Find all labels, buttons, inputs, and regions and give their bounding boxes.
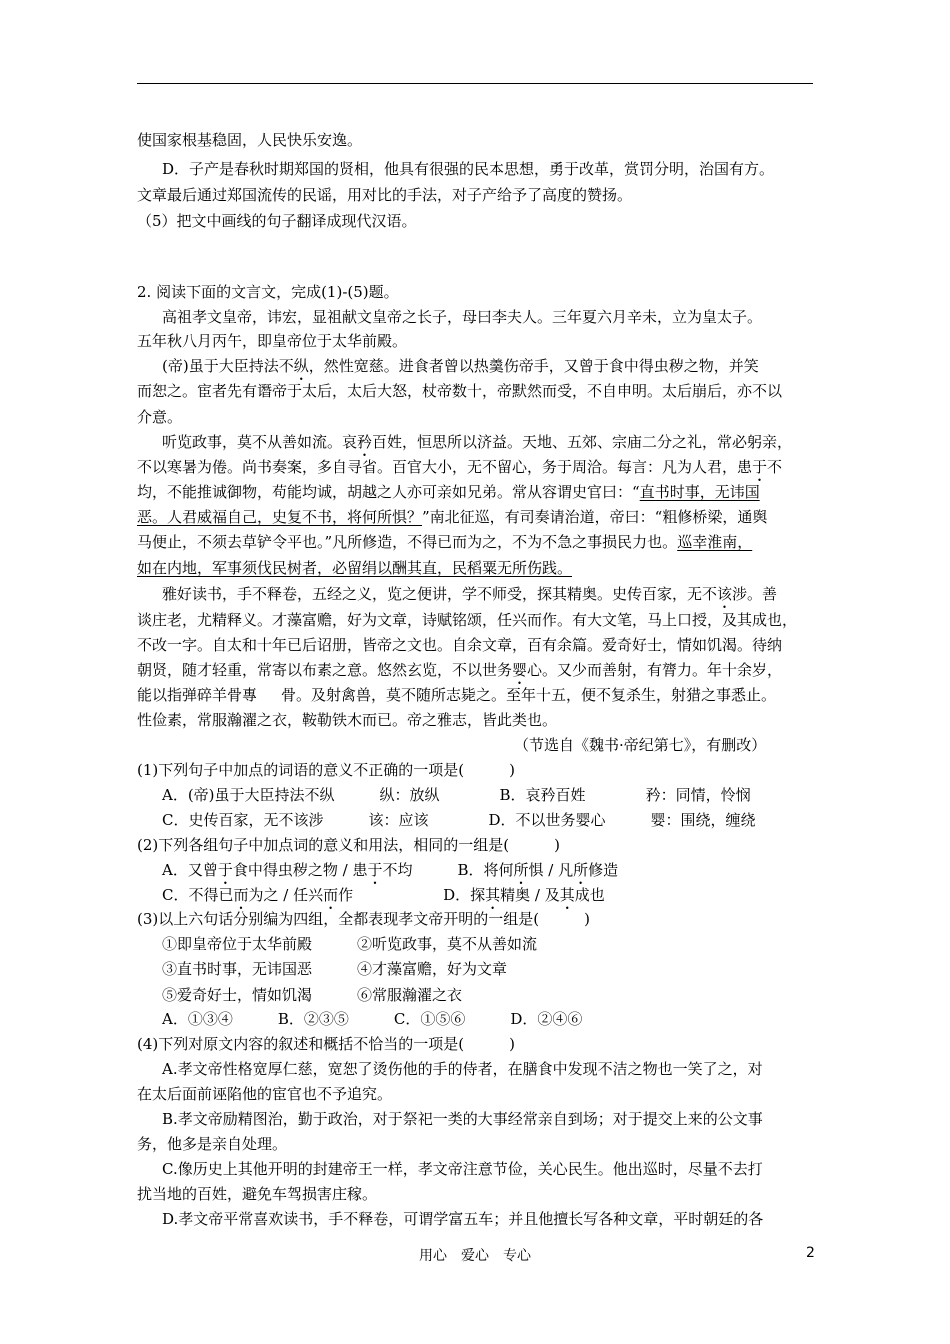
text-segment: 修造	[588, 861, 619, 879]
text-segment: (1)下列句子中加点的词语的意义不正确的一项是( )	[137, 761, 515, 779]
text-line	[162, 355, 759, 377]
text-segment: C．史传百家，无不该涉 该：应该 D．不以世务婴心 婴：围绕，缠绕	[162, 811, 756, 829]
text-segment: 文章最后通过郑国流传的民谣，用对比的手法，对子产给予了高度的赞扬。	[137, 186, 633, 204]
text-segment: 五年秋八月丙午，即皇帝位于太华前殿。	[137, 332, 408, 350]
text-segment: ，然性宽慈。进食者曾以热羹伤帝手，又曾于食中得虫秽之物，并笑	[308, 357, 759, 375]
dotted-word: 于	[367, 861, 383, 879]
text-segment: 扰当地的百姓，避免车驾损害庄稼。	[137, 1185, 378, 1203]
text-segment: 精奥 / 及	[500, 886, 560, 904]
text-segment: 谈庄老，尤精释义。才藻富赡，好为文章，诗赋铭颂，任兴而作。有大文笔，马上口授，及其成也，	[137, 611, 798, 629]
text-segment: 雅好读书，手不释卷，五经之义，览之便讲，学不师受，探其精奥。史传百家，无不	[162, 585, 718, 603]
text-line	[162, 583, 777, 605]
text-line	[137, 759, 515, 781]
text-segment: A.孝文帝性格宽厚仁慈，宽恕了烫伤他的手的侍者，在膳食中发现不洁之物也一笑了之，对	[162, 1060, 763, 1078]
text-line	[137, 834, 560, 856]
text-segment: 不改一字。自太和十年已后诏册，皆帝之文也。自余文章，百有余篇。爱奇好士，情如饥渴。待纳	[137, 636, 783, 654]
text-line	[162, 809, 756, 831]
text-line	[162, 158, 774, 180]
text-line	[137, 481, 760, 503]
text-segment: 为之 / 任兴	[248, 886, 324, 904]
text-line	[162, 1208, 763, 1230]
text-segment: 使国家根基稳固，人民快乐安逸。	[137, 131, 363, 149]
text-segment: （节选自《魏书·帝纪第七》，有删改）	[514, 736, 767, 754]
text-line	[137, 281, 399, 303]
text-line	[137, 609, 797, 631]
text-line	[137, 380, 782, 402]
text-segment: 朝贤，随才轻重，常寄以布素之意。悠然玄览，不以世务	[137, 661, 513, 679]
dotted-word: 而	[233, 886, 249, 904]
text-segment: 百姓，恒思所以济益。天地、五郊、宗庙二分之礼，常必躬亲，	[372, 433, 793, 451]
header-rule	[137, 83, 813, 84]
text-segment: 涉。善	[732, 585, 778, 603]
text-segment: ③直书时事，无讳国恶 ④才藻富赡，好为文章	[162, 960, 508, 978]
text-segment: A．(帝)虽于大臣持法不纵 纵：放纵 B．哀矜百姓 矜：同情，怜悯	[162, 786, 751, 804]
text-segment: 作 D．探	[338, 886, 486, 904]
page-footer: 用心 爱心 专心	[419, 1248, 531, 1264]
text-segment: 听览政事，莫不从善如流。哀	[162, 433, 358, 451]
dotted-word: 于	[217, 861, 233, 879]
text-line	[137, 531, 752, 553]
dotted-word: 其	[559, 886, 575, 904]
dotted-word: 于	[752, 458, 768, 476]
text-line	[162, 984, 462, 1006]
text-line	[137, 634, 782, 656]
text-line	[137, 684, 776, 706]
underlined-sentence: 直书时事，无讳国	[639, 483, 760, 501]
text-segment: 心。又少而善射，有膂力。年十余岁，	[527, 661, 783, 679]
dotted-word: 所	[573, 861, 589, 879]
text-segment: C.像历史上其他开明的封建帝王一样，孝文帝注意节俭，关心民生。他出巡时，尽量不去打	[162, 1160, 763, 1178]
text-segment: (3)以上六句话分别编为四组，全都表现孝文帝开明的一组是( )	[137, 910, 590, 928]
text-segment: 介意。	[137, 408, 183, 426]
text-line	[162, 933, 537, 955]
text-segment: 食中得虫秽之物 / 患	[232, 861, 368, 879]
text-segment: 高祖孝文皇帝，讳宏，显祖献文皇帝之长子，母曰李夫人。三年夏六月辛未，立为皇太子。	[162, 308, 763, 326]
text-segment: 不以寒暑为倦。尚书奏案，多自寻省。百官大小，无不留心，务于周洽。每言：凡为人君，患	[137, 458, 753, 476]
text-line	[137, 129, 362, 151]
text-line	[137, 557, 572, 579]
text-line	[162, 1058, 763, 1080]
text-line	[137, 1083, 392, 1105]
text-segment: (帝)虽于大臣持法不	[162, 357, 294, 375]
text-segment: 惧 / 凡	[528, 861, 574, 879]
text-segment: C．不得已	[162, 886, 234, 904]
text-segment: 而恕之。宦者先有谮帝于太后，太后大怒，杖帝数十，帝默然而受，不自申明。太后崩后，亦不以	[137, 382, 783, 400]
text-segment: 务，他多是亲自处理。	[137, 1135, 288, 1153]
text-segment: D．子产是春秋时期郑国的贤相，他具有很强的民本思想，勇于改革，赏罚分明，治国有方。	[162, 160, 775, 178]
text-line	[137, 1183, 377, 1205]
text-line	[137, 330, 407, 352]
dotted-word: 该	[717, 585, 733, 603]
text-segment: B.孝文帝励精图治，勤于政治，对于祭祀一类的大事经常亲自到场；对于提交上来的公文事	[162, 1110, 763, 1128]
dotted-word: 纵	[293, 357, 309, 375]
text-line	[137, 210, 417, 232]
text-line	[162, 1008, 582, 1030]
text-segment: 2. 阅读下面的文言文，完成(1)-(5)题。	[137, 283, 399, 301]
text-segment: 不均 B．将何	[382, 861, 514, 879]
dotted-word: 而	[323, 886, 339, 904]
text-line	[137, 406, 182, 428]
text-segment: 均，不能推诚御物，苟能均诚，胡越之人亦可亲如兄弟。常从容谓史官曰：“	[137, 483, 640, 501]
text-line	[137, 908, 590, 930]
text-segment: (4)下列对原文内容的叙述和概括不恰当的一项是( )	[137, 1035, 515, 1053]
text-segment: D.孝文帝平常喜欢读书，手不释卷，可谓学富五车；并且他擅长写各种文章，平时朝廷的各	[162, 1210, 764, 1228]
text-line	[162, 859, 618, 881]
underlined-sentence: 恶。人君威福自己，史复不书，将何所惧？	[137, 508, 423, 526]
text-segment: 性俭素，常服瀚濯之衣，鞍勒铁木而已。帝之雅志，皆此类也。	[137, 711, 558, 729]
text-line	[162, 958, 507, 980]
dotted-word: 所	[513, 861, 529, 879]
page-number: 2	[806, 1245, 815, 1261]
text-segment: 成也	[574, 886, 605, 904]
text-line	[137, 184, 632, 206]
text-line	[137, 456, 782, 478]
text-line	[514, 734, 766, 756]
text-segment: (2)下列各组句子中加点词的意义和用法，相同的一组是( )	[137, 836, 560, 854]
text-segment: ”南北征巡，有司奏请治道，帝曰：“粗修桥梁，通舆	[422, 508, 768, 526]
dotted-word: 其	[485, 886, 501, 904]
text-line	[137, 506, 767, 528]
underlined-sentence: 巡幸淮南，	[677, 533, 753, 551]
underlined-sentence: 如在内地，军事须伐民树者，必留绢以酬其直，民稻粟无所伤践。	[137, 559, 573, 577]
text-line	[162, 431, 792, 453]
text-segment: 能以指弹碎羊骨專	[137, 686, 258, 704]
text-line	[137, 1133, 287, 1155]
text-segment: 马便止，不须去草铲令平也。”凡所修造，不得已而为之，不为不急之事损民力也。	[137, 533, 678, 551]
text-segment: A．又曾	[162, 861, 218, 879]
text-segment: ①即皇帝位于太华前殿 ②听览政事，莫不从善如流	[162, 935, 538, 953]
text-segment: 在太后面前诬陷他的宦官也不予追究。	[137, 1085, 393, 1103]
dotted-word: 婴	[512, 661, 528, 679]
text-segment: 不	[767, 458, 783, 476]
text-segment: ⑤爱奇好士，情如饥渴 ⑥常服瀚濯之衣	[162, 986, 463, 1004]
text-line	[162, 1108, 763, 1130]
text-line	[137, 709, 557, 731]
text-line	[137, 1033, 515, 1055]
text-line	[162, 1158, 763, 1180]
text-segment: （5）把文中画线的句子翻译成现代汉语。	[137, 212, 417, 230]
text-line	[162, 784, 751, 806]
text-line	[162, 306, 762, 328]
text-line	[137, 659, 782, 681]
text-line	[162, 884, 605, 906]
dotted-word: 矜	[357, 433, 373, 451]
text-segment: A．①③④ B．②③⑤ C．①⑤⑥ D．②④⑥	[162, 1010, 583, 1028]
text-segment: 骨。及射禽兽，莫不随所志毙之。至年十五，便不复杀生，射猎之事悉止。	[281, 686, 777, 704]
